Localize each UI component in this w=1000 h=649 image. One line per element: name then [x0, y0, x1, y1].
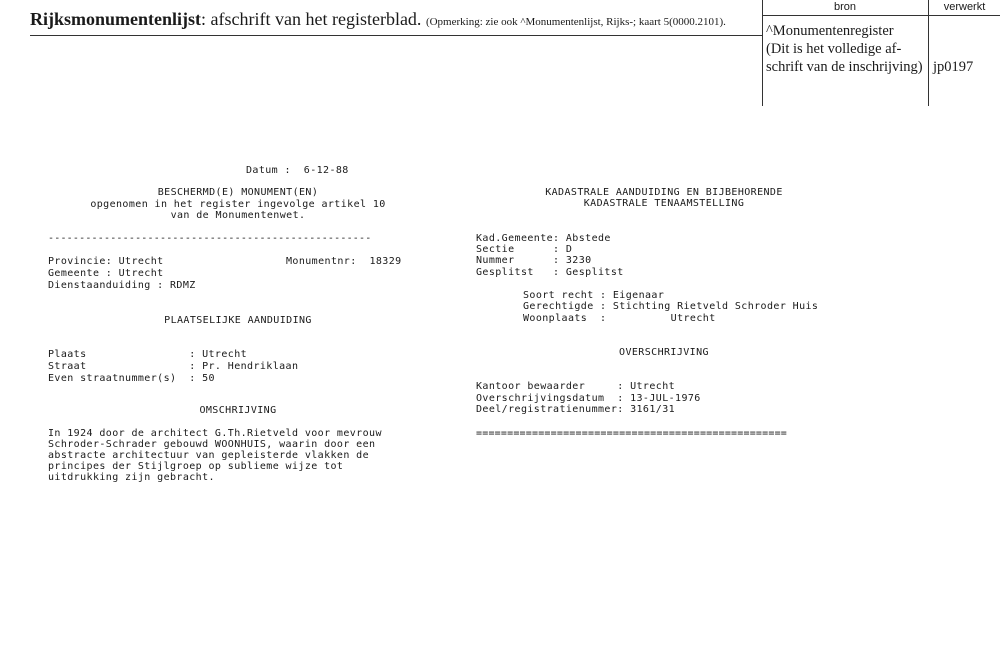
side-box-divider [928, 0, 929, 106]
equals-separator: ================================================== [476, 428, 788, 439]
beschermd-subtitle-1: opgenomen in het register ingevolge artikel 10 [90, 199, 386, 210]
overschrijving-title: OVERSCHRIJVING [619, 347, 709, 358]
overschrijvingsdatum: Overschrijvingsdatum : 13-JUL-1976 [476, 393, 701, 404]
omschrijving-line: In 1924 door de architect G.Th.Rietveld voor mevrouw [48, 428, 382, 439]
verwerkt-label: verwerkt [943, 1, 986, 13]
verwerkt-value: jp0197 [933, 59, 974, 75]
bron-line: schrift van de inschrijving) [766, 59, 923, 75]
gesplitst: Gesplitst : Gesplitst [476, 267, 624, 278]
side-box-rule [762, 15, 1000, 16]
bron-line: (Dit is het volledige af- [766, 41, 902, 57]
woonplaats: Woonplaats : Utrecht [523, 313, 716, 324]
provincie: Provincie: Utrecht [48, 256, 164, 267]
gerechtigde: Gerechtigde : Stichting Rietveld Schroder Huis [523, 301, 819, 312]
kantoor-bewaarder: Kantoor bewaarder : Utrecht [476, 381, 676, 392]
deel-registratienummer: Deel/registratienummer: 3161/31 [476, 404, 676, 415]
header-rule [30, 35, 763, 36]
datum: Datum : 6-12-88 [246, 165, 349, 176]
omschrijving-line: Schroder-Schrader gebouwd WOONHUIS, waarin door een [48, 439, 376, 450]
omschrijving-title: OMSCHRIJVING [199, 405, 277, 416]
bron-line: ^Monumentenregister [766, 23, 894, 39]
beschermd-title: BESCHERMD(E) MONUMENT(EN) [157, 187, 319, 198]
plaats: Plaats : Utrecht [48, 349, 248, 360]
beschermd-subtitle-2: van de Monumentenwet. [170, 210, 306, 221]
title-note: (Opmerking: zie ook ^Monumentenlijst, Rijks-; kaart 5(0000.2101). [425, 16, 726, 28]
side-box-left-border [762, 0, 763, 106]
dashed-separator: ---------------------------------------------------- [48, 233, 372, 244]
title-rest: : afschrift van het registerblad. [201, 9, 422, 29]
page-title [30, 8, 726, 33]
bron-text [766, 22, 928, 76]
gemeente: Gemeente : Utrecht [48, 268, 164, 279]
kadastrale-title-1: KADASTRALE AANDUIDING EN BIJBEHORENDE [545, 187, 783, 198]
monumentnr: Monumentnr: 18329 [286, 256, 402, 267]
sectie: Sectie : D [476, 244, 573, 255]
omschrijving-line: uitdrukking zijn gebracht. [48, 472, 215, 483]
even-straatnummer: Even straatnummer(s) : 50 [48, 373, 215, 384]
nummer: Nummer : 3230 [476, 255, 592, 266]
title-bold: Rijksmonumentenlijst [30, 9, 202, 29]
omschrijving-line: abstracte architectuur van gepleisterde vlakken de [48, 450, 370, 461]
omschrijving-line: principes der Stijlgroep op sublieme wijze tot [48, 461, 344, 472]
straat: Straat : Pr. Hendriklaan [48, 361, 299, 372]
plaatselijke-title: PLAATSELIJKE AANDUIDING [164, 315, 312, 326]
kad-gemeente: Kad.Gemeente: Abstede [476, 233, 611, 244]
kadastrale-title-2: KADASTRALE TENAAMSTELLING [583, 198, 745, 209]
soort-recht: Soort recht : Eigenaar [523, 290, 665, 301]
bron-label: bron [833, 1, 857, 13]
dienstaanduiding: Dienstaanduiding : RDMZ [48, 280, 196, 291]
